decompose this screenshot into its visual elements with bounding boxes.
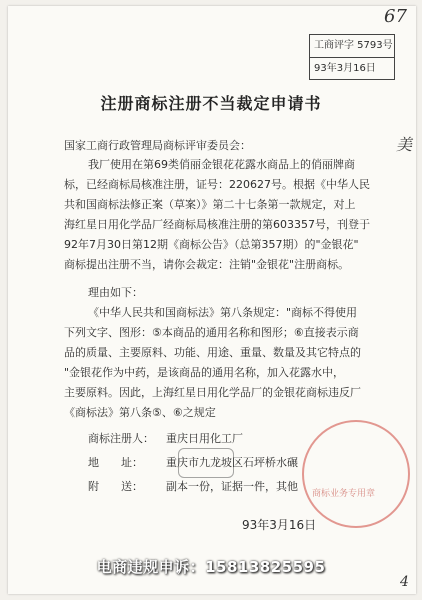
body-line: 标，已经商标局核准注册，证号：220627号。根据《中华人民: [64, 178, 370, 191]
corner-mark: 4: [400, 574, 409, 590]
field-value: 重庆日用化工厂: [166, 432, 243, 445]
body-line: 《商标法》第八条⑤、⑥之规定: [64, 406, 216, 419]
body-line: 海红星日用化学品厂经商标局核准注册的第603357号，刊登于: [64, 218, 370, 231]
field-label: 商标注册人：: [88, 432, 154, 445]
corner-number: 67: [384, 6, 407, 27]
body-line: 《中华人民共和国商标法》第八条规定："商标不得使用: [88, 306, 358, 319]
field-value: 重庆市九龙坡区石坪桥水碾: [166, 456, 298, 469]
body-line: 品的质量、主要原料、功能、用途、重量、数量及其它特点的: [64, 346, 361, 359]
body-line: 下列文字、图形：⑤本商品的通用名称和图形；⑥直接表示商: [64, 326, 359, 339]
body-line: 理由如下：: [88, 286, 143, 299]
addressee: 国家工商行政管理局商标评审委员会：: [64, 139, 251, 152]
seal-label: 商标业务专用章: [312, 489, 376, 499]
field-label: 地 址：: [88, 456, 143, 469]
body-line: 商标提出注册不当，请你会裁定：注销"金银花"注册商标。: [64, 258, 350, 271]
official-seal: [302, 420, 410, 528]
side-mark: 美: [396, 135, 413, 154]
registry-stamp: [309, 34, 395, 80]
body-line: 主要原料。因此，上海红星日用化学品厂的金银花商标违反厂: [64, 386, 361, 399]
body-line: "金银花作为中药，是该商品的通用名称，加入花露水中，: [64, 366, 345, 379]
body-line: 我厂使用在第69类俏丽金银花花露水商品上的俏丽牌商: [88, 158, 355, 171]
body-line: 共和国商标法修正案（草案）》第二十七条第一款规定，对上: [64, 198, 356, 211]
complaint-banner: 电商违规申诉：15813825595: [96, 558, 326, 576]
field-label: 附 送：: [88, 480, 143, 493]
document-title: 注册商标注册不当裁定申请书: [100, 94, 322, 113]
registry-stamp-date: 93年3月16日: [310, 57, 394, 80]
body-line: 92年7月30日第12期《商标公告》（总第357期）的"金银花": [64, 238, 359, 251]
field-value: 副本一份，证据一件，其他: [166, 480, 298, 493]
registry-stamp-number: 工商评字 5793号: [314, 40, 393, 51]
document-date: 93年3月16日: [242, 518, 317, 532]
